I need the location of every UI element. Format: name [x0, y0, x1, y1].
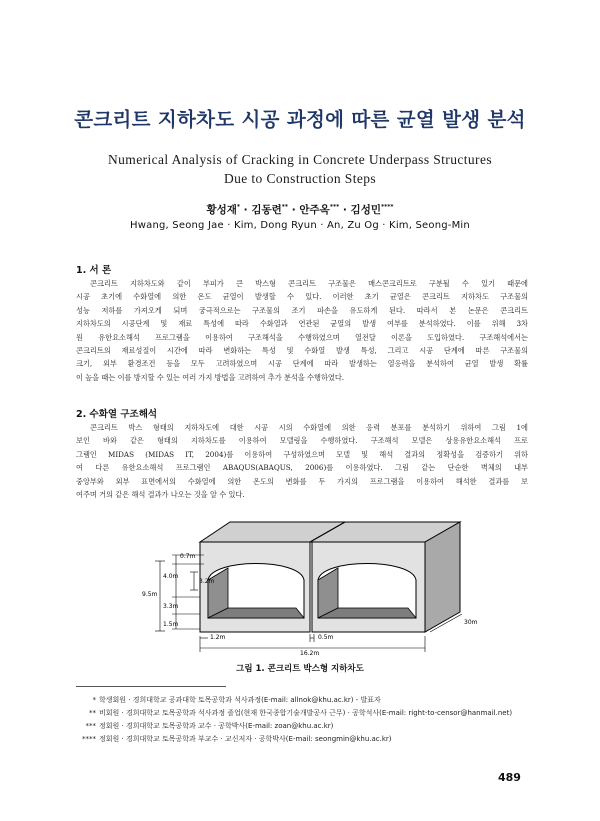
section-heading-introduction: 1. 서 론 [76, 265, 112, 276]
author-mark: *** [329, 203, 340, 211]
footnote-mark: * [92, 696, 96, 704]
section-body-introduction [76, 277, 528, 384]
author-name: 김동련 [251, 204, 282, 216]
section-body-analysis [76, 421, 528, 501]
body-line: 보인 바와 같은 형태의 지하차도를 이용하여 모델링을 수행하였다. 구조해석 모델은 상용유한요소해석 프로 [76, 436, 528, 446]
author-separator: · [339, 204, 351, 216]
author-separator: · [288, 204, 300, 216]
footnote [76, 695, 381, 705]
dim-3.3m: 3.3m [163, 603, 179, 610]
dim-16.2m: 16.2m [300, 650, 320, 657]
figure-box-culvert [100, 512, 500, 658]
dim-0.7m: 0.7m [180, 553, 196, 560]
body-line: 콘크리트 지하차도와 같이 부피가 큰 박스형 콘크리트 구조물은 매스콘크리트로 구분될 수 있기 때문에 [90, 279, 528, 288]
footnote [76, 721, 333, 731]
footnote-mark: *** [85, 722, 96, 730]
footnote-mark: ** [89, 709, 96, 717]
body-line: 그램인 MIDAS (MIDAS IT, 2004)를 이용하여 구성하였으며 모델 및 해석 결과의 정확성을 검증하기 위하 [76, 449, 528, 459]
authors-en: Hwang, Seong Jae · Kim, Dong Ryun · An, Zu Og · Kim, Seong-Min [130, 220, 470, 231]
body-line: 크기, 외부 환경조건 등을 모두 고려하였으며 시공 단계에 따라 발생하는 열응력을 분석하여 균열 발생 확률 [76, 359, 528, 369]
dim-4.0m: 4.0m [163, 573, 179, 580]
section-heading-analysis: 2. 수화열 구조해석 [76, 409, 158, 420]
author-separator: · [240, 204, 252, 216]
dim-3.2m: 3.2m [199, 578, 215, 585]
footnote-mark: **** [82, 735, 96, 743]
page-number: 489 [498, 771, 521, 784]
body-line: 원 유한요소해석 프로그램을 이용하여 구조해석을 수행하였으며 열전달 이론을 도입하였다. 구조해석에서는 [76, 332, 528, 342]
dim-30m: 30m [464, 619, 478, 626]
paper-title-en-line1: Numerical Analysis of Cracking in Concrete Underpass Structures [108, 152, 492, 167]
paper-title-ko: 콘크리트 지하차도 시공 과정에 따른 균열 발생 분석 [74, 108, 526, 131]
dim-9.5m: 9.5m [142, 591, 158, 598]
body-line: 여 다른 유한요소해석 프로그램인 ABAQUS(ABAQUS, 2006)를 이용하였다. 그림 같는 단순한 벽체의 내부 [76, 463, 528, 473]
body-line: 이 높을 때는 이를 방지할 수 있는 여러 가지 방법을 고려하여 추가 분석을 수행하였다. [76, 372, 345, 382]
footnote-text: 학생회원 · 경희대학교 공과대학 토목공학과 석사과정(E-mail: allnok@khu.ac.kr) - 발표자 [99, 696, 381, 704]
culvert-top-face [200, 522, 460, 542]
author-mark: * [236, 203, 241, 211]
body-line: 지하차도의 시공단계 및 재료 특성에 따라 수화열과 연관된 균열의 발생 여부를 분석하였다. 이를 위해 3차 [76, 319, 528, 329]
author-name: 김성민 [350, 204, 381, 216]
body-line: 성능 저하를 가져오게 되며 궁극적으로는 구조물의 조기 파손을 유도하게 된다. 따라서 본 논문은 콘크리트 [76, 305, 528, 315]
body-line: 콘크리트의 재료성질이 시간에 따라 변화하는 특성 및 수화열 발생 특성, 그리고 시공 단계에 따른 구조물의 [76, 345, 528, 355]
author-name: 황성재 [206, 204, 237, 216]
dim-1.5m: 1.5m [163, 621, 179, 628]
footnote [76, 708, 512, 718]
author-mark: **** [380, 203, 394, 211]
footnote-text: 비회원 · 경희대학교 토목공학과 석사과정 졸업(현재 한국종합기술개발공사 근무) · 공학석사(E-mail: right-to-censor@hanmail.net) [99, 709, 513, 717]
body-line: 여주며 거의 같은 해석 결과가 나오는 것을 알 수 있다. [76, 489, 245, 499]
author-name: 안주옥 [299, 204, 330, 216]
footnote-rule [76, 686, 226, 687]
footnote-text: 정회원 · 경희대학교 토목공학과 부교수 · 교신저자 · 공학박사(E-mail: seongmin@khu.ac.kr) [99, 735, 392, 743]
paper-title-en-line2: Due to Construction Steps [223, 171, 377, 186]
figure-caption: 그림 1. 콘크리트 박스형 지하차도 [236, 664, 364, 674]
footnote-text: 정회원 · 경희대학교 토목공학과 교수 · 공학박사(E-mail: zoan@khu.ac.kr) [99, 722, 334, 730]
authors-ko [0, 202, 600, 217]
body-line: 콘크리트 박스 형태의 지하차도에 대한 시공 시의 수화열에 의한 응력 분포를 분석하기 위하여 그림 1에 [90, 423, 528, 432]
footnote [76, 734, 392, 744]
body-line: 중앙부와 외부 표면에서의 수화열에 의한 온도의 변화를 두 가지의 프로그램을 이용하여 해석한 결과를 보 [76, 476, 528, 486]
culvert-right-face [425, 522, 460, 632]
author-mark: ** [281, 203, 289, 211]
dim-1.2m: 1.2m [210, 634, 226, 641]
body-line: 시공 초기에 수화열에 의한 온도 균열이 발생할 수 있다. 이러한 초기 균열은 콘크리트 지하차도 구조물의 [76, 292, 528, 302]
dim-0.5m: 0.5m [318, 634, 334, 641]
